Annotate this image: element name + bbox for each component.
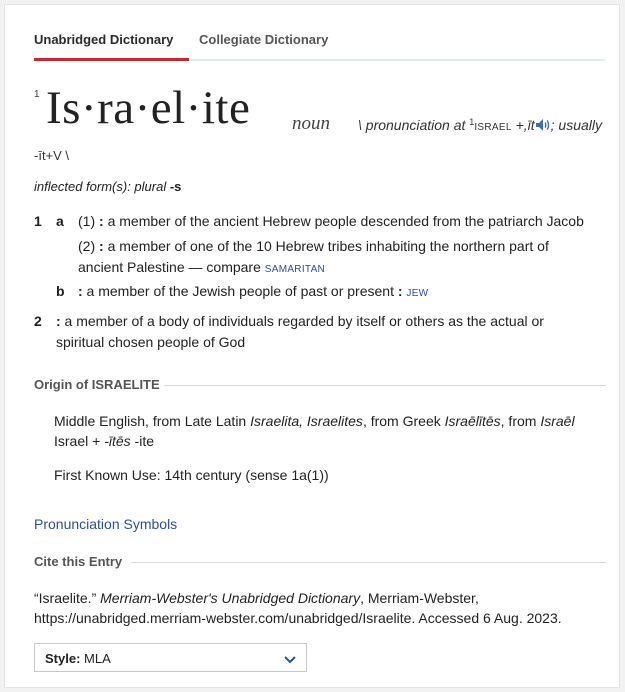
first-known-use: First Known Use: 14th century (sense 1a(1)) bbox=[54, 467, 329, 483]
entry-card bbox=[4, 4, 620, 688]
sense-letter-b: b bbox=[56, 283, 65, 299]
sense-number-2: 2 bbox=[34, 313, 42, 329]
sense-number-1: 1 bbox=[34, 213, 42, 229]
inflected-forms: inflected form(s): plural -s bbox=[34, 179, 182, 194]
sense-1a1: (1) : a member of the ancient Hebrew people descended from the patriarch Jacob bbox=[78, 213, 584, 229]
chevron-down-icon bbox=[284, 653, 296, 663]
tab-unabridged[interactable]: Unabridged Dictionary bbox=[34, 32, 174, 47]
citation-text: “Israelite.” Merriam-Webster's Unabridged Dictionary, Merriam-Webster, https://unabridged.merriam-webster.com/unabridged/Israelite. Accessed 6 Aug. 2023. bbox=[34, 590, 562, 626]
speaker-icon[interactable] bbox=[535, 118, 551, 132]
headword-row bbox=[34, 83, 614, 139]
cite-heading: Cite this Entry bbox=[34, 554, 606, 569]
dictionary-tabs bbox=[34, 27, 605, 61]
active-tab-indicator bbox=[34, 58, 189, 61]
tab-collegiate[interactable]: Collegiate Dictionary bbox=[199, 32, 329, 47]
homograph-number: 1 bbox=[34, 89, 40, 100]
xref-samaritan[interactable]: SAMARITAN bbox=[264, 264, 326, 275]
origin-divider bbox=[164, 385, 606, 386]
sense-1a2: (2) : a member of one of the 10 Hebrew tribes inhabiting the northern part of ancient Palestine — compare SAMARITAN bbox=[78, 238, 549, 275]
etymology-text: Middle English, from Late Latin Israelita, Israelites, from Greek Israēlītēs, from Israēl Israel + -ītēs -ite bbox=[54, 413, 575, 449]
citation-style-select[interactable]: Style: MLA bbox=[34, 643, 307, 672]
origin-heading: Origin of ISRAELITE bbox=[34, 377, 606, 392]
pronunciation-ref-link[interactable]: ISRAEL bbox=[474, 122, 512, 133]
pronunciation-continued: -īt+V \ bbox=[34, 148, 70, 163]
part-of-speech: noun bbox=[292, 113, 330, 134]
sense-1b: : a member of the Jewish people of past or present : JEW bbox=[78, 283, 429, 299]
xref-jew[interactable]: JEW bbox=[406, 288, 429, 299]
cite-divider bbox=[131, 562, 606, 563]
pronunciation-symbols-link[interactable]: Pronunciation Symbols bbox=[34, 516, 178, 532]
sense-2: : a member of a body of individuals regarded by itself or others as the actual or spiritual chosen people of God bbox=[56, 313, 544, 350]
headword: Is·ra·el·ite bbox=[46, 82, 251, 134]
sense-letter-a: a bbox=[56, 213, 64, 229]
pronunciation: \ pronunciation at $^1$ISRAEL +,īt ; usually bbox=[358, 117, 603, 133]
